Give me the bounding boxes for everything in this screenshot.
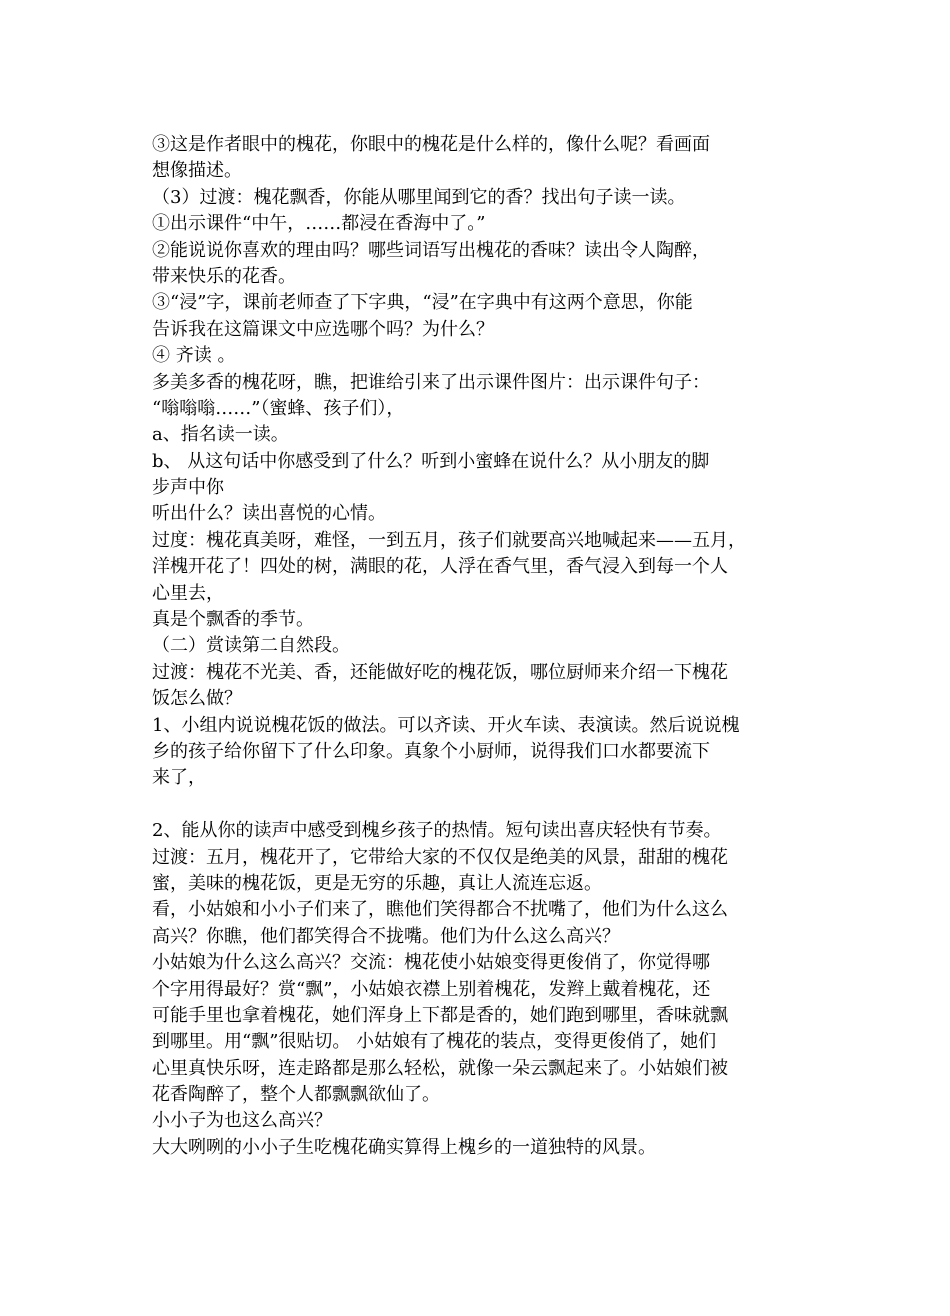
document-page: [152, 132, 802, 1161]
text-line: “嗡嗡嗡……”（蜜蜂、孩子们），: [152, 397, 405, 419]
text-line: 步声中你: [152, 477, 224, 499]
text-line: 大大咧咧的小小子生吃槐花确实算得上槐乡的一道独特的风景。: [152, 1136, 656, 1158]
text-line: （3）过渡：槐花飘香，你能从哪里闻到它的香？找出句子读一读。: [152, 186, 686, 208]
text-line: 小姑娘为什么这么高兴？交流：槐花使小姑娘变得更俊俏了，你觉得哪: [152, 952, 710, 974]
text-line: ①出示课件“中午，……都浸在香海中了。”: [152, 213, 486, 235]
text-line: 洋槐开花了！四处的树，满眼的花，人浮在香气里，香气浸入到每一个人: [152, 556, 728, 578]
text-line: 蜜，美味的槐花饭，更是无穷的乐趣，真让人流连忘返。: [152, 872, 602, 894]
text-line: 心里真快乐呀，连走路都是那么轻松，就像一朵云飘起来了。小姑娘们被: [152, 1057, 728, 1079]
text-line: a、指名读一读。: [152, 424, 289, 446]
text-line: b、 从这句话中你感受到了什么？听到小蜜蜂在说什么？从小朋友的脚: [152, 450, 710, 472]
text-line: 过度：槐花真美呀，难怪，一到五月，孩子们就要高兴地喊起来——五月，: [152, 529, 746, 551]
text-line: 2、能从你的读声中感受到槐乡孩子的热情。短句读出喜庆轻快有节奏。: [152, 820, 722, 842]
text-line: 带来快乐的花香。: [152, 265, 296, 287]
text-line: 可能手里也拿着槐花，她们浑身上下都是香的，她们跑到哪里，香味就飘: [152, 1004, 728, 1026]
blank-line: [152, 792, 802, 818]
text-line: 心里去，: [152, 582, 224, 604]
text-line: 1、小组内说说槐花饭的做法。可以齐读、开火车读、表演读。然后说说槐: [152, 714, 740, 736]
text-line: 到哪里。用“飘”很贴切。 小姑娘有了槐花的装点，变得更俊俏了，她们: [152, 1031, 717, 1053]
text-line: ③“浸”字，课前老师查了下字典，“浸”在字典中有这两个意思，你能: [152, 292, 693, 314]
text-line: 来了，: [152, 767, 206, 789]
text-line: 过渡：槐花不光美、香，还能做好吃的槐花饭，哪位厨师来介绍一下槐花: [152, 661, 728, 683]
text-line: ③这是作者眼中的槐花，你眼中的槐花是什么样的，像什么呢？看画面: [152, 134, 710, 155]
text-line: ②能说说你喜欢的理由吗？哪些词语写出槐花的香味？读出令人陶醉，: [152, 239, 710, 261]
text-line: 告诉我在这篇课文中应选哪个吗？为什么？: [152, 318, 494, 340]
text-line: 高兴？你瞧，他们都笑得合不拢嘴。他们为什么这么高兴？: [152, 925, 620, 947]
text-line: 个字用得最好？赏“飘”，小姑娘衣襟上别着槐花，发辫上戴着槐花，还: [152, 978, 711, 1000]
text-line: 过渡：五月，槐花开了，它带给大家的不仅仅是绝美的风景，甜甜的槐花: [152, 846, 728, 868]
text-line: ④ 齐读 。: [152, 345, 236, 367]
text-line: 想像描述。: [152, 160, 242, 182]
text-line: 饭怎么做？: [152, 688, 242, 710]
text-line: 多美多香的槐花呀，瞧，把谁给引来了出示课件图片：出示课件句子：: [152, 371, 710, 393]
text-line: 乡的孩子给你留下了什么印象。真象个小厨师，说得我们口水都要流下: [152, 740, 710, 762]
text-line: 听出什么？读出喜悦的心情。: [152, 503, 386, 525]
text-line: 小小子为也这么高兴？: [152, 1110, 332, 1132]
text-line: （二）赏读第二自然段。: [152, 635, 350, 657]
text-line: 真是个飘香的季节。: [152, 609, 314, 631]
text-line: 看，小姑娘和小小子们来了，瞧他们笑得都合不扰嘴了，他们为什么这么: [152, 899, 728, 921]
text-line: 花香陶醉了，整个人都飘飘欲仙了。: [152, 1084, 440, 1106]
